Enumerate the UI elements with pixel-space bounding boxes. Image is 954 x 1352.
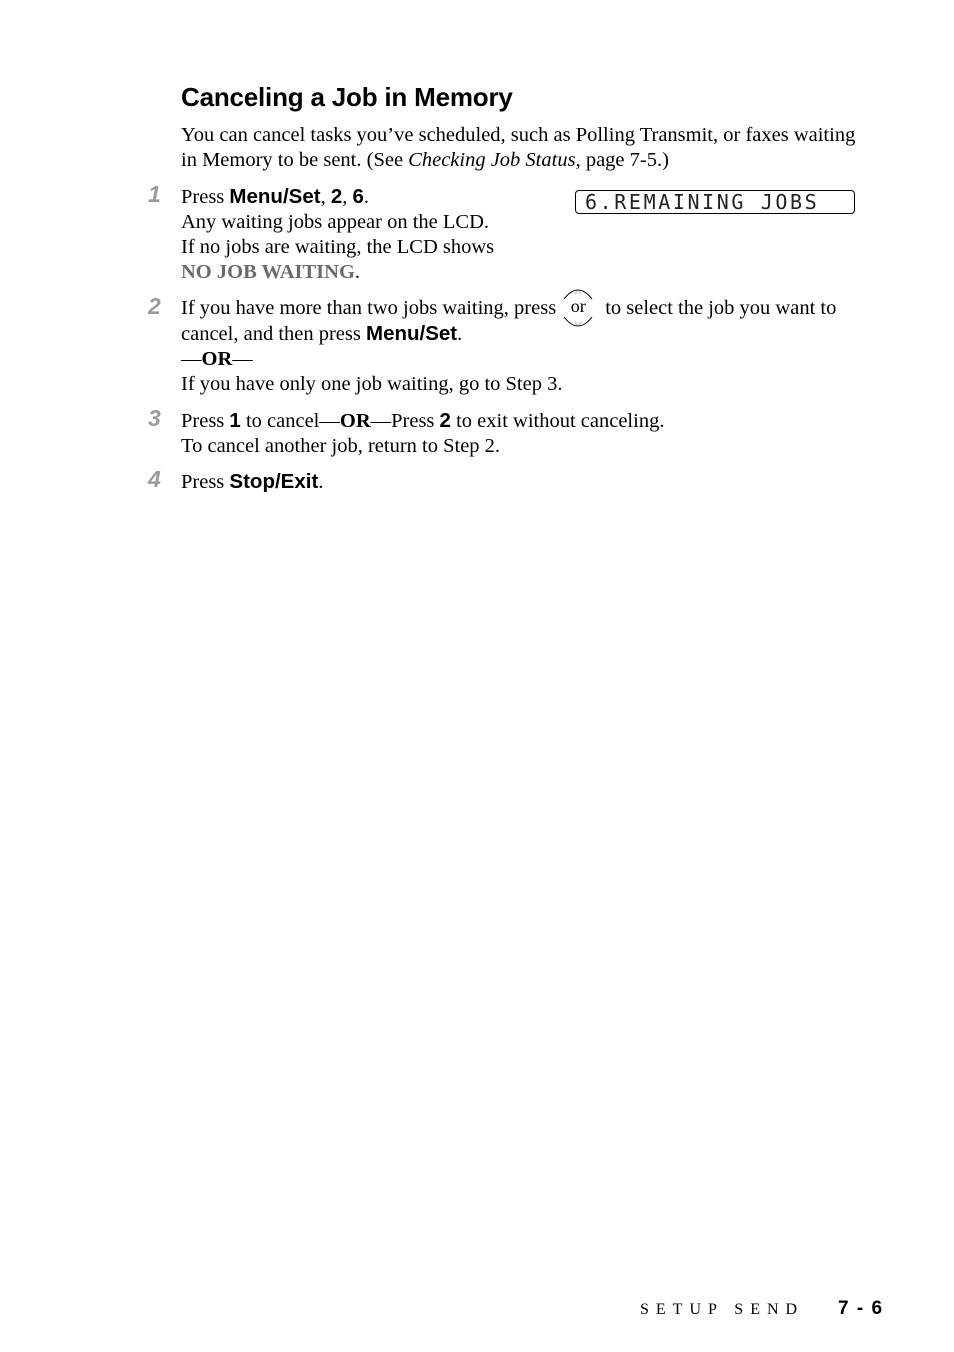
text: —Press [370, 410, 435, 432]
lcd-display: 6.REMAINING JOBS [575, 190, 855, 214]
text: . [354, 261, 361, 283]
key-set: Set [288, 185, 321, 208]
or-text: OR [339, 410, 371, 432]
step-4-line-1 [181, 469, 881, 495]
text: — [232, 348, 253, 371]
or-text: OR [201, 348, 233, 371]
page-number: 7 - 6 [838, 1298, 884, 1319]
text: . [457, 323, 463, 346]
step-3 [148, 405, 881, 459]
key-menu: Menu [366, 322, 420, 346]
key-2: 2 [330, 185, 343, 208]
intro-paragraph [181, 123, 871, 173]
step-2-paragraph [181, 296, 881, 347]
text: , [320, 186, 326, 208]
text: Press [181, 410, 225, 432]
key-slash: / [419, 322, 426, 346]
key-stop: Stop [229, 470, 275, 493]
text: to cancel— [245, 410, 340, 432]
or-separator [181, 347, 881, 372]
page-title: Canceling a Job in Memory [181, 82, 513, 112]
lcd-message: NO JOB WAITING [181, 261, 355, 283]
step-number: 1 [148, 181, 161, 207]
intro-text-end: , page 7-5.) [575, 149, 669, 171]
step-number: 2 [148, 293, 161, 319]
text: If you have more than two jobs waiting, press [181, 297, 557, 319]
text: . [363, 186, 369, 208]
key-2: 2 [439, 409, 451, 432]
step-3-line-2: To cancel another job, return to Step 2. [181, 435, 501, 457]
key-slash: / [274, 470, 281, 493]
key-1: 1 [229, 409, 241, 432]
key-exit: Exit [280, 470, 319, 493]
text: , [342, 186, 348, 208]
step-number: 4 [148, 466, 161, 492]
text: . [318, 471, 324, 493]
text: — [181, 348, 202, 371]
step-3-line-1 [181, 408, 881, 434]
text: Press [181, 186, 225, 208]
text: Press [181, 471, 225, 493]
key-slash: / [282, 185, 289, 208]
or-label: or [570, 296, 586, 317]
step-4 [148, 466, 881, 495]
step-2-alt-line: If you have only one job waiting, go to Step 3. [181, 373, 563, 396]
step-2 [148, 293, 881, 397]
text: to exit without canceling. [456, 410, 665, 432]
cross-reference: Checking Job Status [408, 149, 576, 171]
navigation-arrows-icon [562, 285, 598, 331]
step-1-line-1 [181, 184, 881, 210]
key-set: Set [425, 322, 458, 346]
footer-section-title: SETUP SEND [640, 1301, 805, 1318]
text: to select the job you want to cancel, and then press [181, 297, 837, 346]
step-1-line-2: Any waiting jobs appear on the LCD. [181, 211, 490, 233]
step-1 [148, 181, 881, 285]
step-number: 3 [148, 405, 161, 431]
key-menu: Menu [229, 185, 283, 208]
step-1-line-3: If no jobs are waiting, the LCD shows [181, 236, 495, 258]
key-6: 6 [352, 185, 364, 208]
intro-text: You can cancel tasks you’ve scheduled, such as Polling Transmit, or faxes waiting in Memory to be sent. (See [181, 124, 856, 171]
step-1-line-4 [181, 260, 881, 285]
